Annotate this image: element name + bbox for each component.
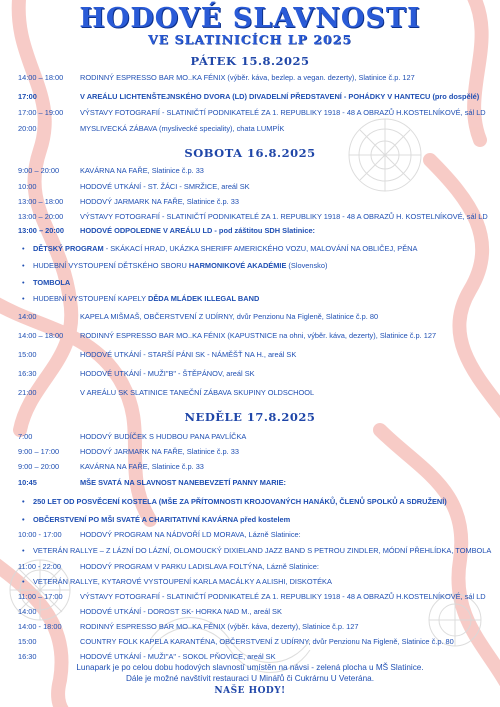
list-item: • TOMBOLA — [22, 278, 71, 287]
event-row: 9:00 – 20:00 KAVÁRNA NA FAŘE, Slatinice č.p. 33 — [18, 166, 204, 175]
event-row: 16:30 HODOVÉ UTKÁNÍ - MUŽI"A" - SOKOL PŇOVICE, areál SK — [18, 652, 276, 661]
event-row: 13:00 – 20:00 VÝSTAVY FOTOGRAFIÍ - SLATINIČTÍ PODNIKATELÉ ZA 1. REPUBLIKY 1918 - 48 A OBRAZŮ H. KOSTELNÍKOVÉ, sál LD — [18, 212, 488, 221]
list-item: • VETERÁN RALLYE, KYTAROVÉ VYSTOUPENÍ KARLA MACÁLKY A ALISHI, DISKOTÉKA — [22, 577, 332, 586]
event-row: 9:00 – 20:00 KAVÁRNA NA FAŘE, Slatinice č.p. 33 — [18, 462, 204, 471]
event-row: 13:00 – 20:00 HODOVÉ ODPOLEDNE V AREÁLU LD - pod záštitou SDH Slatinice: — [18, 226, 316, 235]
event-row: 7:00 HODOVÝ BUDÍČEK S HUDBOU PANA PAVLÍČKA — [18, 432, 247, 441]
event-row: 14:00 KAPELA MIŠMAŠ, OBČERSTVENÍ Z UDÍRNY, dvůr Penzionu Na Figleně, Slatinice č.p. 80 — [18, 312, 379, 321]
footer-note: Lunapark je po celou dobu hodových slavností umístěn na návsi - zelená plocha u MŠ Slatinice. — [76, 663, 424, 672]
list-item: • HUDEBNÍ VYSTOUPENÍ KAPELY DĚDA MLÁDEK ILLEGAL BAND — [22, 294, 260, 303]
list-item: • HUDEBNÍ VYSTOUPENÍ DĚTSKÉHO SBORU HARMONIKOVÉ AKADÉMIE (Slovensko) — [22, 261, 328, 270]
event-row: 10:00 HODOVÉ UTKÁNÍ - ST. ŽÁCI - SMRŽICE, areál SK — [18, 182, 250, 191]
closing-slogan: NAŠE HODY! — [214, 686, 286, 696]
event-row: 11:00 – 17:00 VÝSTAVY FOTOGRAFIÍ - SLATINIČTÍ PODNIKATELÉ ZA 1. REPUBLIKY 1918 - 48 A OBRAZŮ H.KOSTELNÍKOVÉ, sál LD — [18, 592, 486, 601]
page-subtitle: VE SLATINICÍCH LP 2025 — [147, 32, 353, 47]
event-row: 21:00 V AREÁLU SK SLATINICE TANEČNÍ ZÁBAVA SKUPINY OLDSCHOOL — [18, 388, 315, 397]
day-heading-friday: PÁTEK 15.8.2025 — [190, 54, 310, 68]
list-item: • OBČERSTVENÍ PO MŠI SVATÉ A CHARITATIVNÍ KAVÁRNA před kostelem — [22, 515, 291, 524]
event-row: 15:00 COUNTRY FOLK KAPELA KARANTÉNA, OBČERSTVENÍ Z UDÍRNY, dvůr Penzionu Na Figleně, Slatinice č.p. 80 — [18, 637, 454, 646]
event-row: 14:00 HODOVÉ UTKÁNÍ - DOROST SK- HORKA NAD M., areál SK — [18, 607, 282, 616]
event-row: 14:00 - 18:00 RODINNÝ ESPRESSO BAR MO..KA FÉNIX (výběr. káva, dezerty), Slatinice č.p. 127 — [18, 622, 359, 631]
list-item: • 250 LET OD POSVĚCENÍ KOSTELA (MŠE ZA PŘÍTOMNOSTI KROJOVANÝCH HANÁKŮ, ČLENŮ SPOLKŮ A SDRUŽENÍ) — [22, 497, 447, 506]
list-item: • VETERÁN RALLYE – Z LÁZNÍ DO LÁZNÍ, OLOMOUCKÝ DIXIELAND JAZZ BAND S PETROU ZINDLER, MÓDNÍ PŘEHLÍDKA, TOMBOLA — [22, 546, 492, 555]
page-title: HODOVÉ SLAVNOSTI — [79, 3, 421, 34]
event-row: 10:00 - 17:00 HODOVÝ PROGRAM NA NÁDVOŘÍ LD MORAVA, Lázně Slatinice: — [18, 530, 301, 539]
footer-note: Dále je možné navštívit restauraci U Minářů či Cukrárnu U Veterána. — [125, 674, 374, 683]
event-row: 11:00 - 22:00 HODOVÝ PROGRAM V PARKU LADISLAVA FOLTÝNA, Lázně Slatinice: — [18, 562, 319, 571]
event-row: 14:00 – 18:00 RODINNÝ ESPRESSO BAR MO..KA FÉNIX (výběr. káva, bezlep. a vegan. dezerty), Slatinice č.p. 127 — [18, 73, 415, 82]
event-row: 17:00 – 19:00 VÝSTAVY FOTOGRAFIÍ - SLATINIČTÍ PODNIKATELÉ ZA 1. REPUBLIKY 1918 - 48 A OBRAZŮ H.KOSTELNÍKOVÉ, sál LD — [18, 108, 486, 117]
list-item: • DĚTSKÝ PROGRAM - SKÁKACÍ HRAD, UKÁZKA SHERIFF AMERICKÉHO VOZU, MALOVÁNÍ NA OBLIČEJ, PĚNA — [22, 244, 418, 253]
event-row: 9:00 – 17:00 HODOVÝ JARMARK NA FAŘE, Slatinice č.p. 33 — [18, 447, 239, 456]
event-row: 15:00 HODOVÉ UTKÁNÍ - STARŠÍ PÁNI SK - NÁMĚŠŤ NA H., areál SK — [18, 350, 297, 359]
event-row: 20:00 MYSLIVECKÁ ZÁBAVA (myslivecké speciality), chata LUMPÍK — [18, 124, 285, 133]
event-row: 16:30 HODOVÉ UTKÁNÍ - MUŽI"B" - ŠTĚPÁNOV, areál SK — [18, 369, 255, 378]
event-row: 13:00 – 18:00 HODOVÝ JARMARK NA FAŘE, Slatinice č.p. 33 — [18, 197, 239, 206]
event-row: 10:45 MŠE SVATÁ NA SLAVNOST NANEBEVZETÍ PANNY MARIE: — [18, 478, 286, 487]
day-heading-saturday: SOBOTA 16.8.2025 — [184, 146, 316, 160]
day-heading-sunday: NEDĚLE 17.8.2025 — [184, 410, 316, 424]
event-row: 17:00 V AREÁLU LICHTENŠTEJNSKÉHO DVORA (LD) DIVADELNÍ PŘEDSTAVENÍ - POHÁDKY V HANTECU (pro dospělé) — [18, 92, 480, 101]
event-row: 14:00 – 18:00 RODINNÝ ESPRESSO BAR MO..KA FÉNIX (KAPUSTNICE na ohni, výběr. káva, dezerty), Slatinice č.p. 127 — [18, 331, 437, 340]
